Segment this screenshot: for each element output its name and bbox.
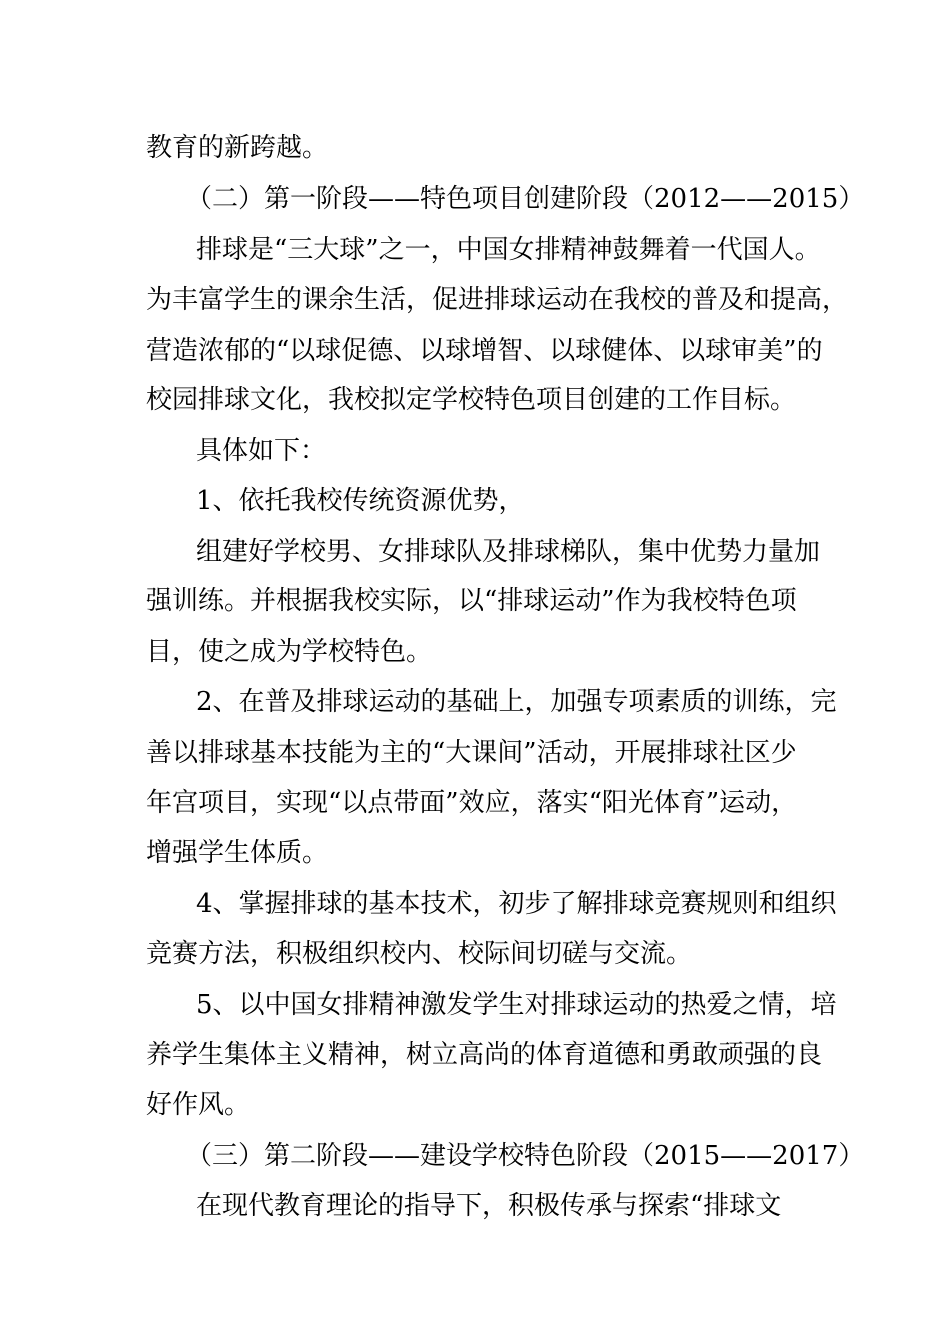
paragraph-line: 年宫项目，实现“以点带面”效应，落实“阳光体育”运动，: [146, 788, 798, 818]
paragraph-line: 目，使之成为学校特色。: [146, 637, 433, 667]
section-heading-stage-one: （二）第一阶段——特色项目创建阶段（2012——2015）: [186, 184, 865, 214]
paragraph-line: 好作风。: [146, 1090, 251, 1120]
list-item-5: 5、以中国女排精神激发学生对排球运动的热爱之情，培: [196, 990, 837, 1020]
list-item-1: 1、依托我校传统资源优势，: [196, 486, 525, 516]
paragraph-line: 具体如下：: [196, 436, 327, 466]
paragraph-line: 强训练。并根据我校实际，以“排球运动”作为我校特色项: [146, 586, 797, 616]
paragraph-line: 善以排球基本技能为主的“大课间”活动，开展排球社区少: [146, 738, 797, 768]
paragraph-line: 增强学生体质。: [146, 838, 329, 868]
list-item-2: 2、在普及排球运动的基础上，加强专项素质的训练，完: [196, 687, 837, 717]
paragraph-line: 在现代教育理论的指导下，积极传承与探索“排球文: [196, 1191, 782, 1221]
section-heading-stage-two: （三）第二阶段——建设学校特色阶段（2015——2017）: [186, 1141, 865, 1171]
paragraph-line: 排球是“三大球”之一，中国女排精神鼓舞着一代国人。: [196, 235, 821, 265]
paragraph-line: 组建好学校男、女排球队及排球梯队，集中优势力量加: [196, 537, 821, 567]
paragraph-line: 竞赛方法，积极组织校内、校际间切磋与交流。: [146, 939, 693, 969]
paragraph-line: 校园排球文化，我校拟定学校特色项目创建的工作目标。: [146, 385, 797, 415]
paragraph-line: 为丰富学生的课余生活，促进排球运动在我校的普及和提高，: [146, 285, 849, 315]
paragraph-line: 营造浓郁的“以球促德、以球增智、以球健体、以球审美”的: [146, 336, 823, 366]
list-item-4: 4、掌握排球的基本技术，初步了解排球竞赛规则和组织: [196, 889, 837, 919]
paragraph-line: 养学生集体主义精神，树立高尚的体育道德和勇敢顽强的良: [146, 1040, 823, 1070]
paragraph-line: 教育的新跨越。: [146, 133, 329, 163]
